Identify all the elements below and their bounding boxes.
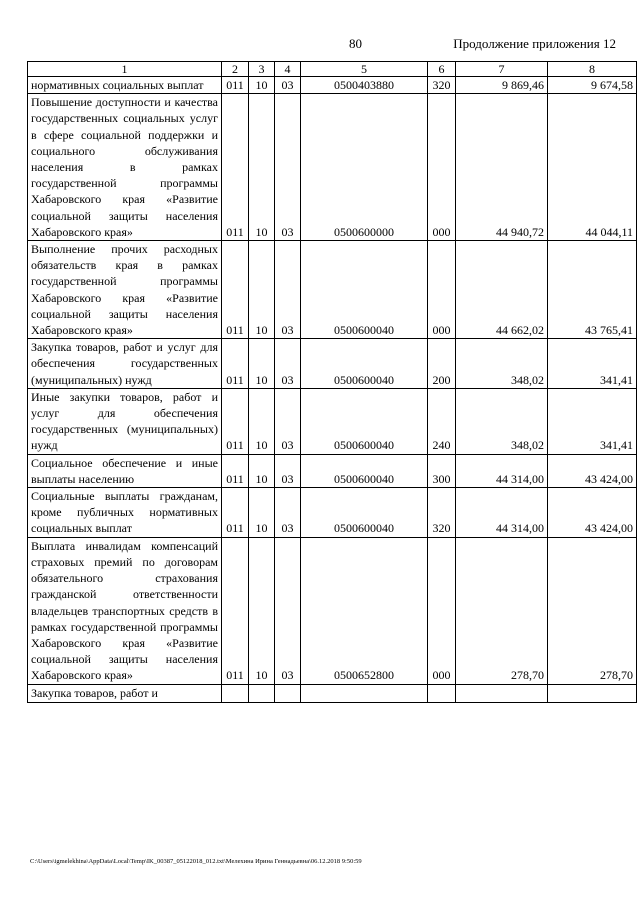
cell-target-article: 0500600040 (301, 241, 428, 339)
cell-expense-type: 320 (428, 488, 456, 538)
table-row (28, 77, 637, 94)
cell-amount-2: 341,41 (548, 339, 637, 389)
item-name: Закупка товаров, работ и (28, 684, 222, 702)
cell-target-article: 0500600040 (301, 339, 428, 389)
cell-section: 10 (249, 537, 275, 684)
item-name: Выплата инвалидам компенсаций страховых премий по договорам обязательного страхования гражданской ответственности владельцев транспортных средств в рамках государственной программы Хабаровского края «Развитие социальной защиты населения Хабаровского края» (28, 537, 222, 684)
table-row (28, 488, 637, 538)
cell-target-article: 0500600040 (301, 388, 428, 454)
column-header: 1 (28, 62, 222, 77)
cell-ministry: 011 (222, 241, 249, 339)
cell-expense-type: 240 (428, 388, 456, 454)
cell-expense-type: 320 (428, 77, 456, 94)
table-row (28, 241, 637, 339)
cell-section: 10 (249, 77, 275, 94)
column-header: 7 (456, 62, 548, 77)
cell-subsection: 03 (275, 241, 301, 339)
cell-amount-1: 278,70 (456, 537, 548, 684)
table-row (28, 339, 637, 389)
cell-expense-type (428, 684, 456, 702)
table-row (28, 388, 637, 454)
cell-amount-1: 9 869,46 (456, 77, 548, 94)
cell-section: 10 (249, 454, 275, 487)
cell-section: 10 (249, 488, 275, 538)
column-header: 8 (548, 62, 637, 77)
cell-target-article: 0500600040 (301, 454, 428, 487)
table-row (28, 684, 637, 702)
cell-subsection: 03 (275, 537, 301, 684)
page-header (0, 36, 640, 56)
page-number: 80 (349, 36, 362, 51)
cell-ministry: 011 (222, 454, 249, 487)
cell-amount-2: 43 765,41 (548, 241, 637, 339)
cell-section: 10 (249, 339, 275, 389)
cell-expense-type: 000 (428, 241, 456, 339)
column-header: 6 (428, 62, 456, 77)
cell-subsection: 03 (275, 488, 301, 538)
cell-section: 10 (249, 94, 275, 241)
cell-section (249, 684, 275, 702)
cell-subsection (275, 684, 301, 702)
cell-amount-1 (456, 684, 548, 702)
budget-table (27, 61, 637, 703)
cell-expense-type: 000 (428, 537, 456, 684)
item-name: Выполнение прочих расходных обязательств края в рамках государственной программы Хабаровского края «Развитие социальной защиты населения Хабаровского края» (28, 241, 222, 339)
cell-ministry: 011 (222, 94, 249, 241)
cell-amount-2 (548, 684, 637, 702)
cell-target-article (301, 684, 428, 702)
cell-amount-2: 43 424,00 (548, 454, 637, 487)
continuation-label: Продолжение приложения 12 (453, 36, 616, 51)
item-name: Повышение доступности и качества государственных социальных услуг в сфере социальной поддержки и социального обслуживания населения в рамках государственной программы Хабаровского края «Развитие социальной защиты населения Хабаровского края» (28, 94, 222, 241)
cell-ministry: 011 (222, 537, 249, 684)
cell-ministry: 011 (222, 488, 249, 538)
table-row (28, 94, 637, 241)
cell-amount-1: 348,02 (456, 388, 548, 454)
table-row (28, 537, 637, 684)
cell-amount-1: 348,02 (456, 339, 548, 389)
cell-subsection: 03 (275, 388, 301, 454)
cell-amount-1: 44 940,72 (456, 94, 548, 241)
cell-amount-2: 43 424,00 (548, 488, 637, 538)
cell-amount-1: 44 314,00 (456, 488, 548, 538)
cell-amount-2: 341,41 (548, 388, 637, 454)
cell-amount-2: 9 674,58 (548, 77, 637, 94)
file-path-footer: C:\Users\igmelekhina\AppData\Local\Temp\IK_00387_05122018_012.txt\Мелехина Ирина Геннадьевна\06.12.2018 9:50:59 (30, 858, 362, 865)
cell-ministry: 011 (222, 339, 249, 389)
cell-target-article: 0500652800 (301, 537, 428, 684)
column-header: 4 (275, 62, 301, 77)
cell-subsection: 03 (275, 339, 301, 389)
item-name: нормативных социальных выплат (28, 77, 222, 94)
cell-expense-type: 000 (428, 94, 456, 241)
cell-expense-type: 200 (428, 339, 456, 389)
item-name: Закупка товаров, работ и услуг для обеспечения государственных (муниципальных) нужд (28, 339, 222, 389)
item-name: Социальное обеспечение и иные выплаты населению (28, 454, 222, 487)
column-header: 2 (222, 62, 249, 77)
column-number-row (28, 62, 637, 77)
cell-target-article: 0500600000 (301, 94, 428, 241)
cell-subsection: 03 (275, 77, 301, 94)
column-header: 3 (249, 62, 275, 77)
cell-amount-1: 44 314,00 (456, 454, 548, 487)
item-name: Иные закупки товаров, работ и услуг для обеспечения государственных (муниципальных) нужд (28, 388, 222, 454)
cell-ministry: 011 (222, 388, 249, 454)
cell-amount-2: 44 044,11 (548, 94, 637, 241)
item-name: Социальные выплаты гражданам, кроме публичных нормативных социальных выплат (28, 488, 222, 538)
cell-section: 10 (249, 241, 275, 339)
cell-expense-type: 300 (428, 454, 456, 487)
cell-target-article: 0500600040 (301, 488, 428, 538)
cell-section: 10 (249, 388, 275, 454)
cell-ministry: 011 (222, 77, 249, 94)
cell-amount-1: 44 662,02 (456, 241, 548, 339)
cell-subsection: 03 (275, 454, 301, 487)
table-row (28, 454, 637, 487)
cell-target-article: 0500403880 (301, 77, 428, 94)
column-header: 5 (301, 62, 428, 77)
cell-ministry (222, 684, 249, 702)
cell-amount-2: 278,70 (548, 537, 637, 684)
cell-subsection: 03 (275, 94, 301, 241)
